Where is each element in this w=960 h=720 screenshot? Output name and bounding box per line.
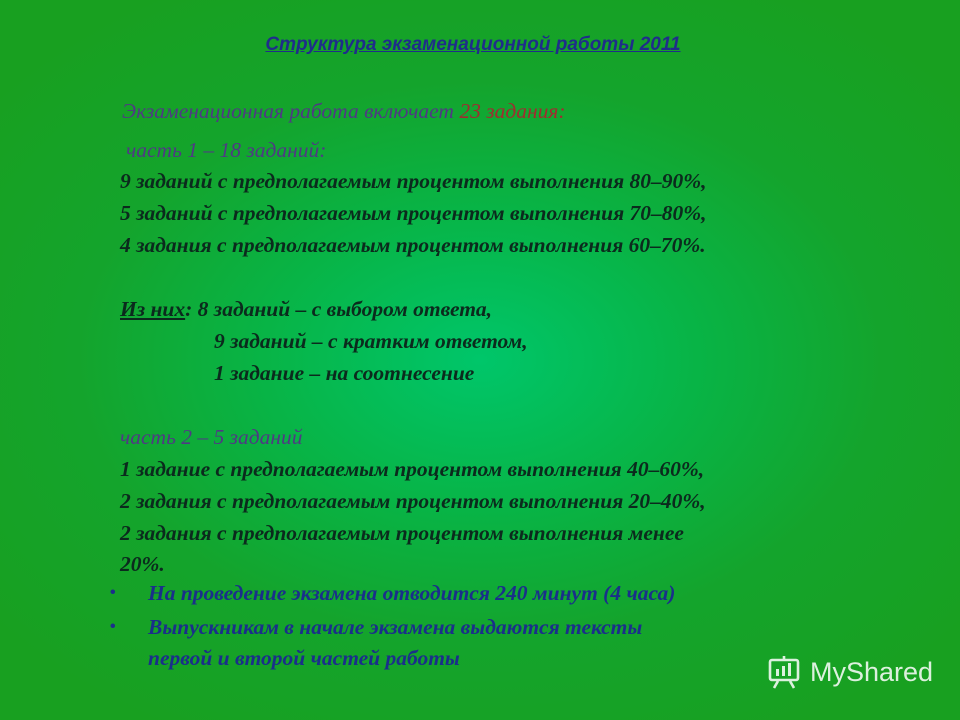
intro-count: 23 задания: [459,99,566,123]
part1-line-1: 9 заданий с предполагаемым процентом выполнения 80–90%, [120,169,707,193]
of-them-line-2: 9 заданий – с кратким ответом, [214,329,528,353]
part2-line-3: 2 задания с предполагаемым процентом выполнения менее [120,521,684,545]
watermark-logo [766,654,933,690]
part2-heading: часть 2 – 5 заданий [120,425,303,449]
of-them-line-3: 1 задание – на соотнесение [214,361,475,385]
of-them-line-1 [120,296,492,322]
of-them-label: Из них [120,297,186,321]
part2-line-4: 20%. [120,552,165,576]
part2-line-2: 2 задания с предполагаемым процентом выполнения 20–40%, [120,489,706,513]
part1-line-3: 4 задания с предполагаемым процентом выполнения 60–70%. [120,233,706,257]
part1-line-2: 5 заданий с предполагаемым процентом выполнения 70–80%, [120,201,707,225]
of-them-first: : 8 заданий – с выбором ответа, [185,297,493,321]
bullet-item-2-cont: первой и второй частей работы [148,646,460,670]
part2-line-1: 1 задание с предполагаемым процентом выполнения 40–60%, [120,457,705,481]
bullet-item-1: На проведение экзамена отводится 240 минут (4 часа) [148,581,676,605]
part1-heading: часть 1 – 18 заданий: [126,138,327,162]
presentation-board-icon [766,654,802,690]
bullet-marker: • [110,618,116,635]
watermark-text: MyShared [810,656,934,687]
bullet-marker: • [110,584,116,601]
intro-line [122,98,566,124]
bullet-item-2: Выпускникам в начале экзамена выдаются тексты [148,615,643,639]
intro-text: Экзаменационная работа включает [122,99,454,123]
slide-title: Структура экзаменационной работы 2011 [265,34,681,55]
